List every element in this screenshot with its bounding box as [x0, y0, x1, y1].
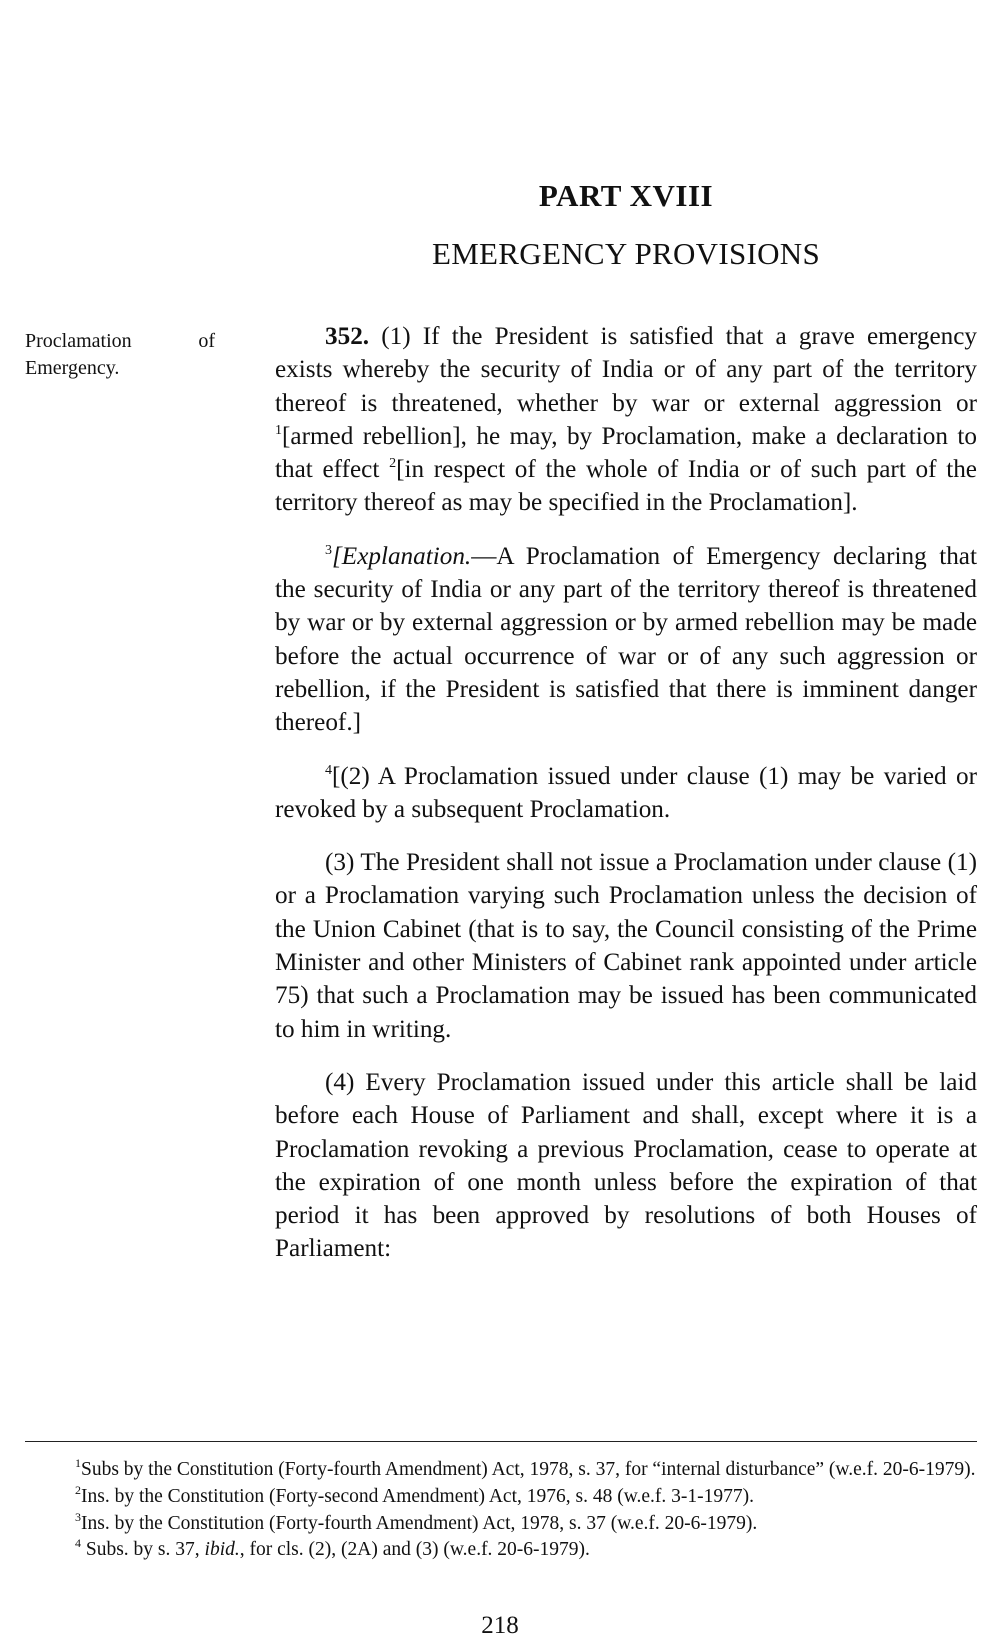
footnote-marker: 2 [75, 1482, 81, 1497]
clause-4: (4) Every Proclamation issued under this article shall be laid before each House of Parliament and shall, except where it is a Proclamation revoking a previous Proclamation, cease to operate at the expiration of one month unless before the expiration of that period it has been approved by resolutions of both Houses of Parliament: [275, 1068, 977, 1263]
marginal-note: Proclamation of Emergency. [25, 330, 215, 379]
clause-3: (3) The President shall not issue a Proclamation under clause (1) or a Proclamation varying such Proclamation unless the decision of the Union Cabinet (that is to say, the Council consisting of the Prime Minister and other Ministers of Cabinet rank appointed under article 75) that such a Proclamation may be issued has been communicated to him in writing. [275, 849, 977, 1043]
footnote-marker: 4 [75, 1536, 81, 1551]
clause-2-text: [(2) A Proclamation issued under clause (1) may be varied or revoked by a subsequent Proclamation. [275, 762, 977, 823]
part-heading: PART XVIII [538, 178, 714, 213]
footnote-marker: 1 [75, 1456, 81, 1470]
footnote-marker: 3 [75, 1509, 81, 1524]
footnote-4 [25, 1537, 977, 1564]
footnote-1 [25, 1457, 977, 1484]
footnote-text: Ins. by the Constitution (Forty-second Amendment) Act, 1976, s. 48 (w.e.f. 3-1-1977). [81, 1485, 755, 1507]
explanation-text: —A Proclamation of Emergency declaring that the security of India or any part of the territory thereof is threatened by war or by external aggression or by armed rebellion may be made before the actual occurrence of war or of any such aggression or rebellion, if the President is satisfied that there is imminent danger thereof.] [275, 542, 977, 737]
clause-2 [275, 760, 977, 827]
page-number: 218 [481, 1612, 519, 1639]
footnote-text: , for cls. (2), (2A) and (3) (w.e.f. 20-6-1979). [239, 1539, 590, 1561]
footnote-divider [25, 1441, 977, 1442]
clause-1 [275, 320, 977, 520]
footnote-2 [25, 1484, 977, 1511]
clause-1-amendment-1: [armed rebellion], he may, by Proclamation, make a declaration to that effect [275, 422, 977, 484]
footnotes [25, 1457, 977, 1564]
footnote-3 [25, 1511, 977, 1538]
footnote-ibid: ibid. [204, 1539, 240, 1561]
footnote-text: Subs by the Constitution (Forty-fourth Amendment) Act, 1978, s. 37, for “internal disturbance” (w.e.f. 20-6-1979). [81, 1459, 976, 1480]
article-number: 352. [325, 323, 370, 350]
footnote-text: Subs. by s. 37, [81, 1539, 205, 1561]
footnote-ref-3: 3 [325, 542, 332, 558]
explanation [275, 540, 977, 740]
footnote-ref-4: 4 [325, 762, 332, 778]
part-title: EMERGENCY PROVISIONS [431, 236, 821, 271]
clause-1-amendment-2: [in respect of the whole of India or of such part of the territory thereof as may be specified in the Proclamation]. [275, 456, 977, 517]
footnote-ref-2: 2 [389, 456, 397, 472]
explanation-label: [Explanation. [332, 542, 472, 570]
article-body [275, 320, 977, 1286]
footnote-ref-1: 1 [275, 422, 282, 438]
footnote-text: Ins. by the Constitution (Forty-fourth Amendment) Act, 1978, s. 37 (w.e.f. 20-6-1979). [81, 1512, 758, 1534]
clause-1-text: (1) If the President is satisfied that a grave emergency exists whereby the security of India or of any part of the territory thereof is threatened, whether by war or external aggression or [275, 323, 977, 417]
